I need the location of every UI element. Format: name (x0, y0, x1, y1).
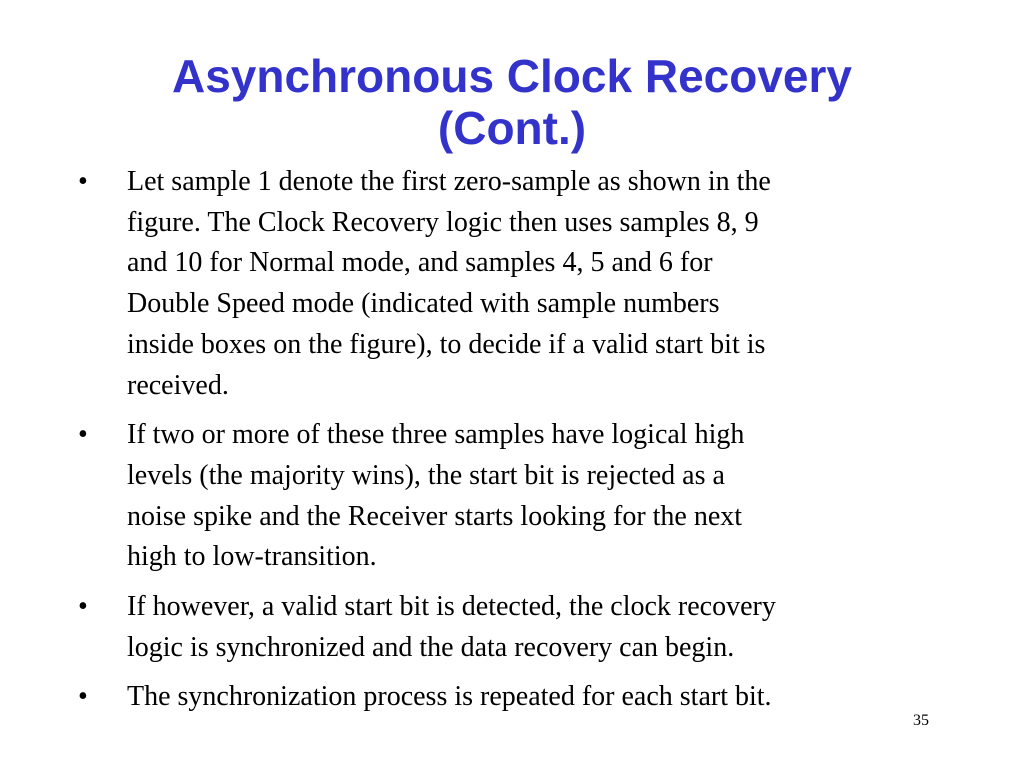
bullet-2-line-1: If two or more of these three samples have logical high (127, 419, 745, 451)
slide-title-line-2: (Cont.) (437, 102, 587, 154)
bullet-1-line-6: received. (127, 369, 229, 401)
bullet-marker: • (78, 681, 88, 713)
bullet-2-line-4: high to low-transition. (127, 541, 377, 573)
bullet-1-line-4: Double Speed mode (indicated with sample numbers (127, 288, 720, 320)
bullet-1-line-3: and 10 for Normal mode, and samples 4, 5 and 6 for (127, 247, 713, 279)
bullet-3-line-2: logic is synchronized and the data recovery can begin. (127, 631, 735, 663)
bullet-1-line-1: Let sample 1 denote the first zero-sample as shown in the (127, 166, 771, 197)
bullet-item-2 (78, 415, 938, 578)
bullet-item-1 (78, 162, 938, 406)
bullet-marker: • (78, 166, 88, 197)
bullet-3-line-1: If however, a valid start bit is detected, the clock recovery (127, 591, 776, 623)
bullet-2-line-2: levels (the majority wins), the start bit is rejected as a (127, 459, 725, 491)
bullet-4-line-1: The synchronization process is repeated for each start bit. (127, 681, 772, 713)
bullet-marker: • (78, 591, 88, 623)
slide-title-line-1: Asynchronous Clock Recovery (171, 50, 852, 102)
bullet-item-3 (78, 587, 938, 668)
slide-title (0, 50, 1024, 154)
bullet-marker: • (78, 419, 88, 451)
bullet-item-4 (78, 677, 938, 718)
bullet-list (78, 162, 938, 727)
bullet-2-line-3: noise spike and the Receiver starts looking for the next (127, 500, 743, 532)
bullet-1-line-2: figure. The Clock Recovery logic then uses samples 8, 9 (127, 206, 759, 238)
bullet-1-line-5: inside boxes on the figure), to decide if a valid start bit is (127, 328, 766, 360)
page-number: 35 (913, 712, 929, 729)
